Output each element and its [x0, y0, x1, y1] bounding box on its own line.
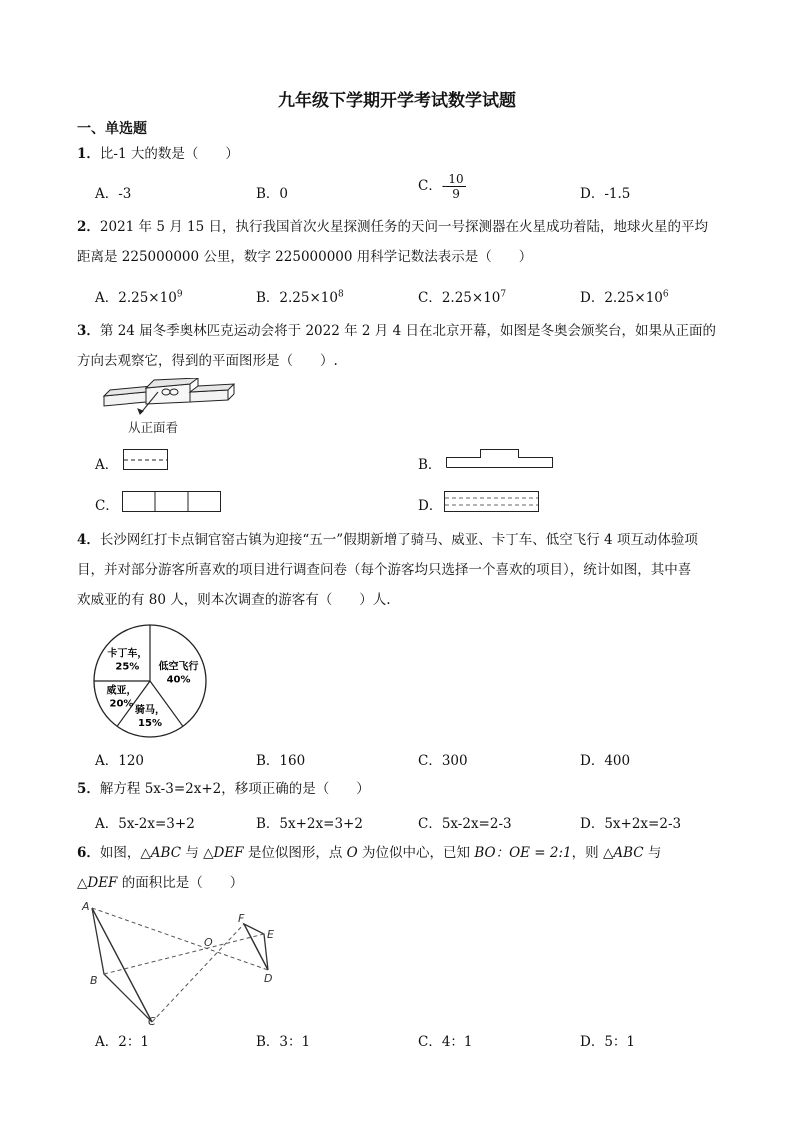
- q2-option-a[interactable]: [95, 286, 183, 306]
- question-2: [77, 212, 747, 272]
- option-label: D．2.25×10: [580, 290, 663, 306]
- q4-option-c[interactable]: C．300: [418, 753, 468, 769]
- pie-category-label: 威亚，: [106, 685, 137, 697]
- triangle-def: △DEF: [203, 845, 244, 861]
- pie-chart: [92, 623, 208, 739]
- option-label: C．-: [418, 178, 447, 194]
- pie-value-label: 40%: [166, 674, 191, 686]
- q5-option-d[interactable]: D．5x+2x=2-3: [580, 816, 682, 832]
- question-number: 5．: [77, 781, 100, 797]
- q3-option-c[interactable]: C．: [95, 498, 119, 514]
- fraction-numerator: 10: [448, 172, 464, 186]
- pie-value-label: 20%: [109, 698, 134, 710]
- q6-option-b[interactable]: B．3：1: [256, 1034, 311, 1050]
- q3-option-d-shape: [444, 491, 540, 513]
- question-text-line1: 第 24 届冬季奥林匹克运动会将于 2022 年 2 月 4 日在北京开幕，如图是冬奥会颁奖台，如果从正面的: [99, 323, 716, 339]
- triangle-abc: △ABC: [602, 845, 644, 861]
- fraction: [446, 172, 465, 201]
- question-number: 6．: [77, 845, 100, 861]
- q3-option-a-shape: [123, 449, 169, 471]
- q6-option-d[interactable]: D．5：1: [580, 1034, 636, 1050]
- question-text-line2: 目，并对部分游客所喜欢的项目进行调查问卷（每个游客均只选择一个喜欢的项目），统计如图，其中喜: [77, 562, 692, 578]
- q6-option-a[interactable]: A．2：1: [95, 1034, 149, 1050]
- question-text-line2: 距离是 225000000 公里，数字 225000000 用科学记数法表示是（ ）: [77, 249, 533, 265]
- label-a: A: [82, 900, 90, 913]
- section-heading: 一、单选题: [77, 121, 147, 137]
- question-6: [77, 838, 747, 898]
- q1-option-a[interactable]: A．-3: [95, 186, 132, 202]
- pie-value-label: 25%: [115, 661, 140, 673]
- question-5: [77, 779, 747, 799]
- question-text-line2: 方向去观察它，得到的平面图形是（ ）.: [77, 353, 338, 369]
- question-text: 与: [643, 845, 662, 861]
- triangle-def: △DEF: [77, 875, 118, 891]
- question-text: ，则: [571, 845, 603, 861]
- pie-category-label: 骑马，: [135, 705, 165, 716]
- q3-option-c-shape: [122, 491, 222, 513]
- question-text: 的面积比是（ ）: [117, 875, 244, 891]
- label-c: C: [148, 1015, 156, 1026]
- q4-option-a[interactable]: A．120: [95, 753, 145, 769]
- q5-option-b[interactable]: B．5x+2x=3+2: [256, 816, 363, 832]
- question-text-line1: 长沙网红打卡点铜官窑古镇为迎接“五一”假期新增了骑马、威亚、卡丁车、低空飞行 4 项互动体验项: [99, 532, 698, 548]
- label-e: E: [267, 928, 274, 941]
- page-title: 九年级下学期开学考试数学试题: [278, 91, 516, 111]
- q2-option-d[interactable]: [580, 286, 669, 306]
- option-label: B．2.25×10: [256, 290, 338, 306]
- question-text: 如图，: [99, 845, 141, 861]
- question-number: 4．: [77, 532, 100, 548]
- pie-value-label: 15%: [138, 718, 162, 729]
- triangle-abc: △ABC: [140, 845, 182, 861]
- question-number: 2．: [77, 219, 100, 235]
- pie-labels: [106, 646, 198, 729]
- q3-option-d[interactable]: D．: [418, 498, 443, 514]
- question-1: [77, 144, 747, 164]
- q3-option-a[interactable]: A．: [95, 457, 119, 473]
- q3-option-b[interactable]: B．: [418, 457, 442, 473]
- figure-caption: 从正面看: [128, 420, 179, 435]
- podium-figure: [100, 378, 235, 436]
- exponent: 6: [662, 289, 669, 300]
- question-text: 是位似图形，点: [243, 845, 347, 861]
- q2-option-c[interactable]: [418, 286, 506, 306]
- q1-option-d[interactable]: D．-1.5: [580, 186, 631, 202]
- label-f: F: [238, 912, 245, 925]
- q1-option-b[interactable]: B．0: [256, 186, 289, 202]
- label-b: B: [90, 974, 98, 987]
- ratio-expression: BO：OE = 2:1: [474, 845, 572, 861]
- option-label: C．2.25×10: [418, 290, 501, 306]
- pie-category-label: 低空飞行: [158, 661, 199, 673]
- question-number: 3．: [77, 323, 100, 339]
- question-text: 与: [181, 845, 204, 861]
- q4-option-d[interactable]: D．400: [580, 753, 631, 769]
- similar-triangles-figure: [78, 898, 288, 1026]
- q4-option-b[interactable]: B．160: [256, 753, 306, 769]
- label-d: D: [264, 972, 273, 985]
- q5-option-c[interactable]: C．5x-2x=2-3: [418, 816, 512, 832]
- q2-option-b[interactable]: [256, 286, 344, 306]
- label-o: O: [204, 936, 213, 949]
- pie-category-label: 卡丁车，: [107, 648, 148, 660]
- q6-option-c[interactable]: C．4：1: [418, 1034, 473, 1050]
- question-4: [77, 525, 747, 615]
- question-number: 1．: [77, 146, 100, 162]
- question-text: 解方程 5x-3=2x+2，移项正确的是（ ）: [99, 781, 370, 797]
- exponent: 8: [337, 289, 344, 300]
- option-label: A．2.25×10: [95, 290, 177, 306]
- q5-option-a[interactable]: A．5x-2x=3+2: [95, 816, 195, 832]
- question-text-line1: 2021 年 5 月 15 日，执行我国首次火星探测任务的天问一号探测器在火星成功着陆，地球火星的平均: [99, 219, 708, 235]
- q3-option-b-shape: [446, 449, 554, 469]
- q1-option-c[interactable]: [418, 172, 466, 201]
- point-o: O: [346, 845, 358, 861]
- question-text-line3: 欢威亚的有 80 人，则本次调查的游客有（ ）人.: [77, 592, 391, 608]
- exponent: 7: [500, 289, 507, 300]
- question-text: 比-1 大的数是（ ）: [99, 146, 239, 162]
- exponent: 9: [176, 289, 183, 300]
- fraction-denominator: 9: [452, 187, 460, 201]
- question-3: [77, 316, 747, 376]
- question-text: 为位似中心，已知: [357, 845, 475, 861]
